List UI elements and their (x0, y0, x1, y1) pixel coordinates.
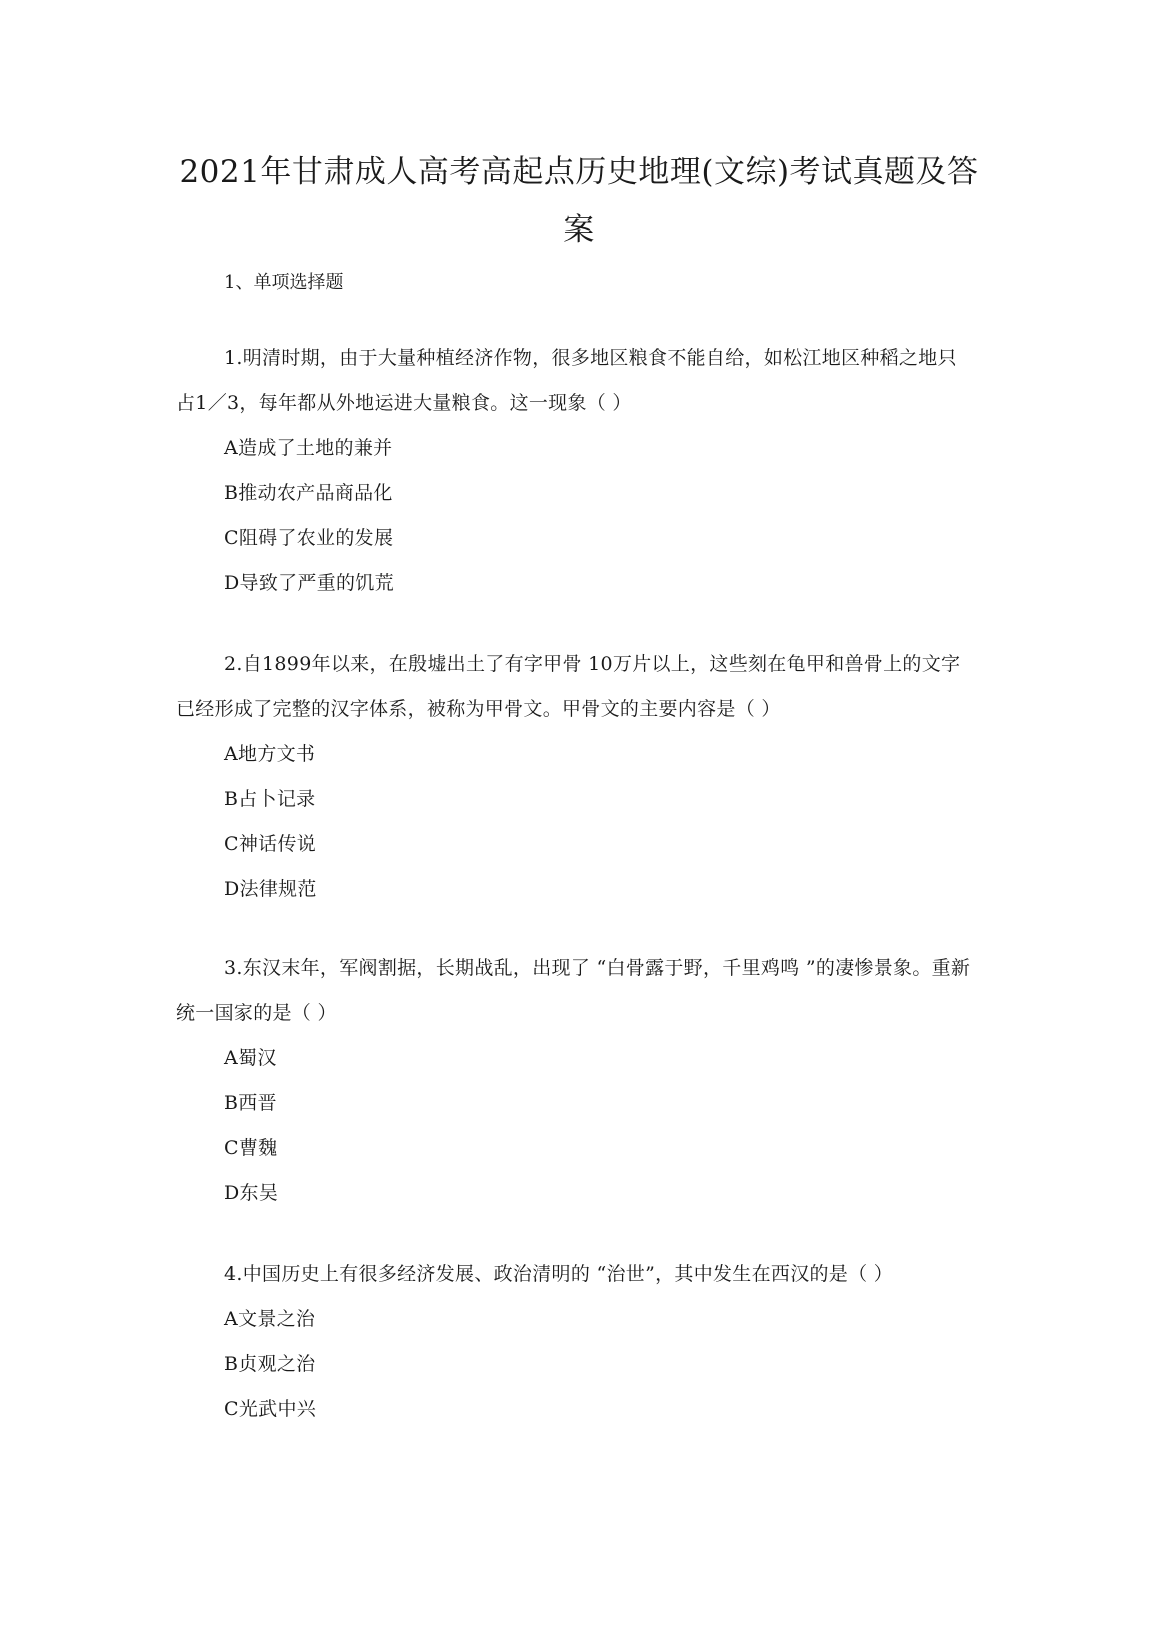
section-heading: 1、单项选择题 (224, 272, 344, 293)
title-line-1: 2021年甘肃成人高考高起点历史地理(文综)考试真题及答 (179, 154, 979, 190)
option-a: A造成了土地的兼并 (224, 437, 393, 459)
question-stem: 3.东汉末年，军阀割据，长期战乱，出现了 “白骨露于野，千里鸡鸣 ”的凄惨景象。重新统一国家的是（ ） (176, 957, 971, 1024)
question-stem: 1.明清时期，由于大量种植经济作物，很多地区粮食不能自给，如松江地区种稻之地只占1／3，每年都从外地运进大量粮食。这一现象（ ） (176, 347, 957, 414)
question-1 (176, 336, 976, 606)
option-a: A地方文书 (224, 743, 316, 765)
title-line-2: 案 (563, 212, 595, 248)
question-3 (176, 946, 976, 1216)
option-c: C曹魏 (224, 1137, 278, 1159)
option-a: A蜀汉 (224, 1047, 277, 1069)
option-c: C神话传说 (224, 833, 317, 855)
option-d: D法律规范 (224, 878, 317, 900)
document-title (170, 143, 988, 259)
option-a: A文景之治 (224, 1308, 316, 1330)
option-c: C光武中兴 (224, 1398, 317, 1420)
option-d: D导致了严重的饥荒 (224, 572, 394, 594)
option-b: B贞观之治 (224, 1353, 316, 1375)
option-b: B推动农产品商品化 (224, 482, 393, 504)
option-d: D东吴 (224, 1182, 279, 1204)
option-b: B西晋 (224, 1092, 277, 1114)
question-stem: 2.自1899年以来，在殷墟出土了有字甲骨 10万片以上，这些刻在龟甲和兽骨上的文字已经形成了完整的汉字体系，被称为甲骨文。甲骨文的主要内容是（ ） (176, 653, 961, 720)
option-c: C阻碍了农业的发展 (224, 527, 394, 549)
option-b: B占卜记录 (224, 788, 316, 810)
question-stem: 4.中国历史上有很多经济发展、政治清明的 “治世”，其中发生在西汉的是（ ） (224, 1263, 894, 1285)
question-4 (176, 1252, 976, 1432)
question-2 (176, 642, 976, 912)
